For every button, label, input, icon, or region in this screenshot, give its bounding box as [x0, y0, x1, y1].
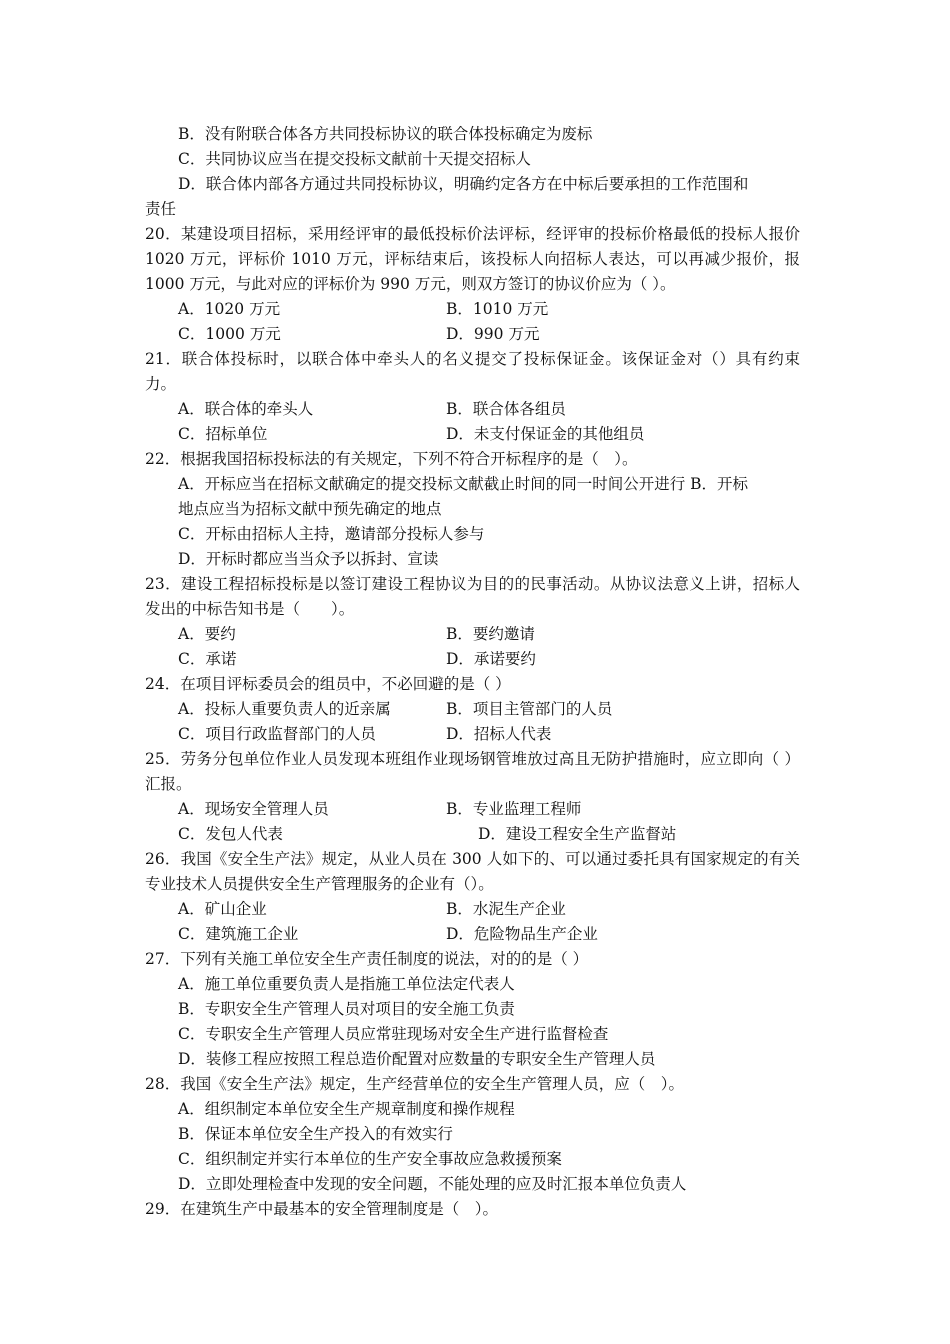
option-d: D．招标人代表	[446, 725, 552, 743]
question-20-options-row1	[145, 297, 800, 322]
option-d-joint-bid-line1: D．联合体内部各方通过共同投标协议，明确约定各方在中标后要承担的工作范围和	[178, 175, 749, 193]
option-c: C．组织制定并实行本单位的生产安全事故应急救援预案	[178, 1150, 562, 1168]
option-a-line1: A．开标应当在招标文献确定的提交投标文献截止时间的同一时间公开进行 B．开标	[178, 475, 749, 493]
question-29: 29．在建筑生产中最基本的安全管理制度是（ ）。	[145, 1200, 498, 1218]
question-23-options-row1	[145, 622, 800, 647]
question-21-options-row2	[145, 422, 800, 447]
option-b: B．专职安全生产管理人员对项目的安全施工负责	[178, 1000, 515, 1018]
option-c: C．建筑施工企业	[178, 925, 299, 943]
option-a: A．要约	[178, 625, 236, 643]
option-a: A．施工单位重要负责人是指施工单位法定代表人	[178, 975, 515, 993]
option-a: A．矿山企业	[178, 900, 267, 918]
question-28: 28．我国《安全生产法》规定，生产经营单位的安全生产管理人员，应（ ）。	[145, 1075, 684, 1093]
question-25-options-row2	[145, 822, 800, 847]
option-b: B．项目主管部门的人员	[446, 700, 613, 718]
question-24-options-row2	[145, 722, 800, 747]
option-d: D．装修工程应按照工程总造价配置对应数量的专职安全生产管理人员	[178, 1050, 656, 1068]
option-c: C．专职安全生产管理人员应常驻现场对安全生产进行监督检查	[178, 1025, 609, 1043]
question-22: 22．根据我国招标投标法的有关规定，下列不符合开标程序的是（ ）。	[145, 450, 638, 468]
option-a-line2: 地点应当为招标文献中预先确定的地点	[178, 500, 442, 518]
option-d: D．建设工程安全生产监督站	[478, 825, 677, 843]
option-c: C．招标单位	[178, 425, 268, 443]
option-c: C．发包人代表	[178, 825, 283, 843]
question-24: 24．在项目评标委员会的组员中，不必回避的是（ ）	[145, 675, 511, 693]
option-b: B．保证本单位安全生产投入的有效实行	[178, 1125, 453, 1143]
option-c: C．承诺	[178, 650, 237, 668]
question-26-options-row1	[145, 897, 800, 922]
option-c: C．项目行政监督部门的人员	[178, 725, 376, 743]
question-20: 20．某建设项目招标，采用经评审的最低投标价法评标，经评审的投标价格最低的投标人报价 1020 万元，评标价 1010 万元，评标结束后，该投标人向招标人表达，可以再减少报价，报 1000 万元，与此对应的评标价为 990 万元，则双方签订的协议价应为（ ）。	[145, 225, 800, 293]
option-a: A．联合体的牵头人	[178, 400, 314, 418]
option-a: A．现场安全管理人员	[178, 800, 329, 818]
question-25: 25．劳务分包单位作业人员发现本班组作业现场钢管堆放过高且无防护措施时，应立即向（ ）汇报。	[145, 750, 800, 793]
question-23-options-row2	[145, 647, 800, 672]
option-b: B．专业监理工程师	[446, 800, 582, 818]
option-d: D．未支付保证金的其他组员	[446, 425, 645, 443]
option-d: D．990 万元	[446, 325, 540, 343]
option-b: B．要约邀请	[446, 625, 535, 643]
question-27: 27．下列有关施工单位安全生产责任制度的说法，对的的是（ ）	[145, 950, 589, 968]
option-b-joint-bid: B．没有附联合体各方共同投标协议的联合体投标确定为废标	[178, 125, 593, 143]
question-25-options-row1	[145, 797, 800, 822]
question-26-options-row2	[145, 922, 800, 947]
document-page	[145, 122, 800, 1222]
option-c: C．1000 万元	[178, 325, 281, 343]
option-b: B．联合体各组员	[446, 400, 566, 418]
question-21: 21．联合体投标时，以联合体中牵头人的名义提交了投标保证金。该保证金对（）具有约束力。	[145, 350, 800, 393]
question-20-options-row2	[145, 322, 800, 347]
option-d: D．危险物品生产企业	[446, 925, 598, 943]
option-a: A．投标人重要负责人的近亲属	[178, 700, 391, 718]
option-b: B．水泥生产企业	[446, 900, 566, 918]
option-c: C．开标由招标人主持，邀请部分投标人参与	[178, 525, 485, 543]
option-c-joint-bid: C．共同协议应当在提交投标文献前十天提交招标人	[178, 150, 531, 168]
option-b: B．1010 万元	[446, 300, 549, 318]
option-d: D．立即处理检查中发现的安全问题，不能处理的应及时汇报本单位负责人	[178, 1175, 687, 1193]
option-d-joint-bid-line2: 责任	[145, 200, 177, 218]
question-23: 23．建设工程招标投标是以签订建设工程协议为目的的民事活动。从协议法意义上讲，招标人发出的中标告知书是（ ）。	[145, 575, 800, 618]
option-a: A．组织制定本单位安全生产规章制度和操作规程	[178, 1100, 515, 1118]
question-24-options-row1	[145, 697, 800, 722]
option-d: D．承诺要约	[446, 650, 536, 668]
option-d: D．开标时都应当当众予以拆封、宣读	[178, 550, 439, 568]
question-26: 26．我国《安全生产法》规定，从业人员在 300 人如下的、可以通过委托具有国家规定的有关专业技术人员提供安全生产管理服务的企业有（）。	[145, 850, 800, 893]
question-21-options-row1	[145, 397, 800, 422]
option-a: A．1020 万元	[178, 300, 281, 318]
